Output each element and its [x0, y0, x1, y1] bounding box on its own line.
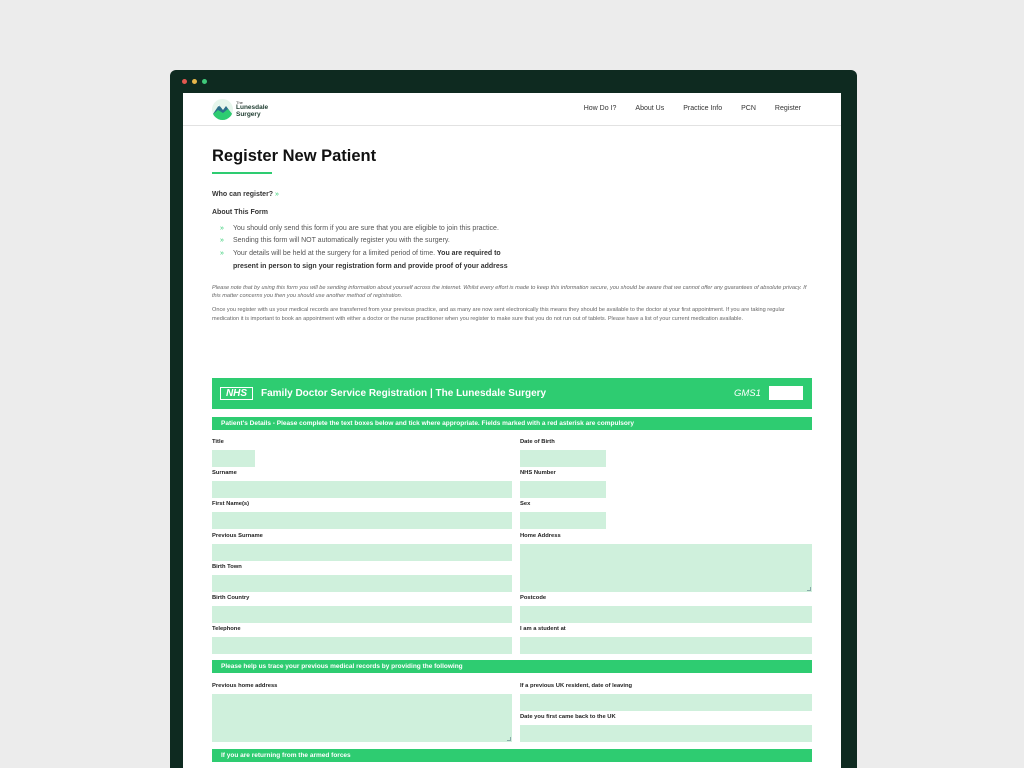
field-label: Telephone: [212, 626, 241, 632]
resize-grip-icon[interactable]: [507, 737, 511, 741]
field-label: Surname: [212, 470, 237, 476]
birth-country-input[interactable]: [212, 606, 512, 623]
site-header: [183, 93, 841, 126]
who-can-register-label: Who can register?: [212, 190, 274, 198]
field-title: [212, 439, 255, 467]
nhs-logo: NHS: [220, 387, 253, 400]
nhs-number-input[interactable]: [520, 481, 606, 498]
field-previous-surname: [212, 533, 512, 561]
date-came-back-input[interactable]: [520, 725, 812, 742]
date-leaving-input[interactable]: [520, 694, 812, 711]
resize-grip-icon[interactable]: [807, 587, 811, 591]
main-nav: [584, 105, 801, 112]
nav-practice-info[interactable]: Practice Info: [683, 105, 723, 112]
field-label: Previous home address: [212, 683, 278, 689]
field-previous-home-address: [212, 683, 512, 742]
form-title: Family Doctor Service Registration | The Lunesdale Surgery: [261, 388, 547, 399]
bullet-bold-text: You are required to present in person to sign your registration form and provide proof of your address: [233, 250, 508, 270]
logo-the: The: [236, 100, 243, 105]
dob-input[interactable]: [520, 450, 606, 467]
close-dot-icon[interactable]: [182, 79, 187, 84]
gms-label: GMS1: [734, 388, 761, 399]
gms-box: [769, 386, 803, 400]
previous-surname-input[interactable]: [212, 544, 512, 561]
field-label: Birth Country: [212, 595, 250, 601]
list-item: » Your details will be held at the surgery for a limited period of time. You are required to present in person to sign your registration form and provide proof of your address: [220, 248, 510, 274]
web-page: [183, 93, 841, 768]
nhs-form-banner: [212, 378, 812, 409]
field-dob: [520, 439, 606, 467]
field-birth-country: [212, 595, 512, 623]
privacy-note: Please note that by using this form you will be sending information about yourself across the internet. Whilst every effort is made to keep this information secure, you should be aware that we cannot offer any guarantees of absolute privacy. If this matter concerns you then you should use another method of registration.: [212, 284, 807, 300]
postcode-input[interactable]: [520, 606, 812, 623]
surname-input[interactable]: [212, 481, 512, 498]
field-label: First Name(s): [212, 501, 250, 507]
field-label: Postcode: [520, 595, 547, 601]
page-content: [212, 148, 812, 324]
list-item: » Sending this form will NOT automatically register you with the surgery.: [220, 235, 510, 248]
field-label: NHS Number: [520, 470, 556, 476]
site-logo[interactable]: [212, 99, 268, 120]
about-form-heading: About This Form: [212, 208, 268, 216]
field-label: If a previous UK resident, date of leaving: [520, 683, 633, 689]
field-telephone: [212, 626, 512, 654]
field-postcode: [520, 595, 812, 623]
section-armed-forces: If you are returning from the armed forces: [212, 749, 812, 762]
page-title: Register New Patient: [212, 147, 377, 165]
logo-name-line1: Lunesdale: [236, 104, 269, 111]
field-label: Title: [212, 439, 224, 445]
birth-town-input[interactable]: [212, 575, 512, 592]
field-label: Date you first came back to the UK: [520, 714, 616, 720]
field-surname: [212, 470, 512, 498]
student-at-input[interactable]: [520, 637, 812, 654]
field-birth-town: [212, 564, 512, 592]
field-date-came-back: [520, 714, 812, 742]
field-sex: [520, 501, 606, 529]
first-names-input[interactable]: [212, 512, 512, 529]
browser-window: [170, 70, 857, 768]
field-first-names: [212, 501, 512, 529]
telephone-input[interactable]: [212, 637, 512, 654]
window-controls: [182, 79, 207, 84]
records-note: Once you register with us your medical records are transferred from your previous practice, and as many are now sent electronically this means they should be available to the doctor at your first appointment. If you are taking regular medication it is important to book an appointment with either a doctor or the nurse practitioner when you register to make sure that you do not run out of tablets. Please have a list of your current medication available.: [212, 307, 785, 323]
who-can-register-link[interactable]: [212, 191, 812, 198]
nav-about-us[interactable]: About Us: [635, 105, 665, 112]
home-address-textarea[interactable]: [520, 544, 812, 592]
minimize-dot-icon[interactable]: [192, 79, 197, 84]
maximize-dot-icon[interactable]: [202, 79, 207, 84]
mountain-logo-icon: [212, 99, 233, 120]
nav-register[interactable]: Register: [774, 105, 801, 112]
nav-how-do-i[interactable]: How Do I?: [583, 105, 617, 112]
about-form-list: [220, 223, 510, 274]
title-input[interactable]: [212, 450, 255, 467]
field-label: Sex: [520, 501, 531, 507]
field-student-at: [520, 626, 812, 654]
field-label: I am a student at: [520, 626, 566, 632]
list-item: » You should only send this form if you are sure that you are eligible to join this practice.: [220, 223, 510, 236]
title-underline: [212, 172, 272, 174]
section-trace-records: Please help us trace your previous medical records by providing the following: [212, 660, 812, 673]
field-date-leaving: [520, 683, 812, 711]
section-patient-details: Patient's Details - Please complete the text boxes below and tick where appropriate. Fields marked with a red asterisk are compulsory: [212, 417, 812, 430]
field-nhs-number: [520, 470, 606, 498]
previous-home-address-textarea[interactable]: [212, 694, 512, 742]
logo-text: [236, 101, 268, 118]
nav-pcn[interactable]: PCN: [741, 105, 756, 112]
logo-name-line2: Surgery: [236, 110, 261, 118]
field-home-address: [520, 533, 812, 592]
sex-input[interactable]: [520, 512, 606, 529]
field-label: Date of Birth: [520, 439, 555, 445]
field-label: Birth Town: [212, 564, 242, 570]
chevron-right-icon: »: [275, 190, 279, 198]
field-label: Home Address: [520, 533, 561, 539]
field-label: Previous Surname: [212, 533, 263, 539]
